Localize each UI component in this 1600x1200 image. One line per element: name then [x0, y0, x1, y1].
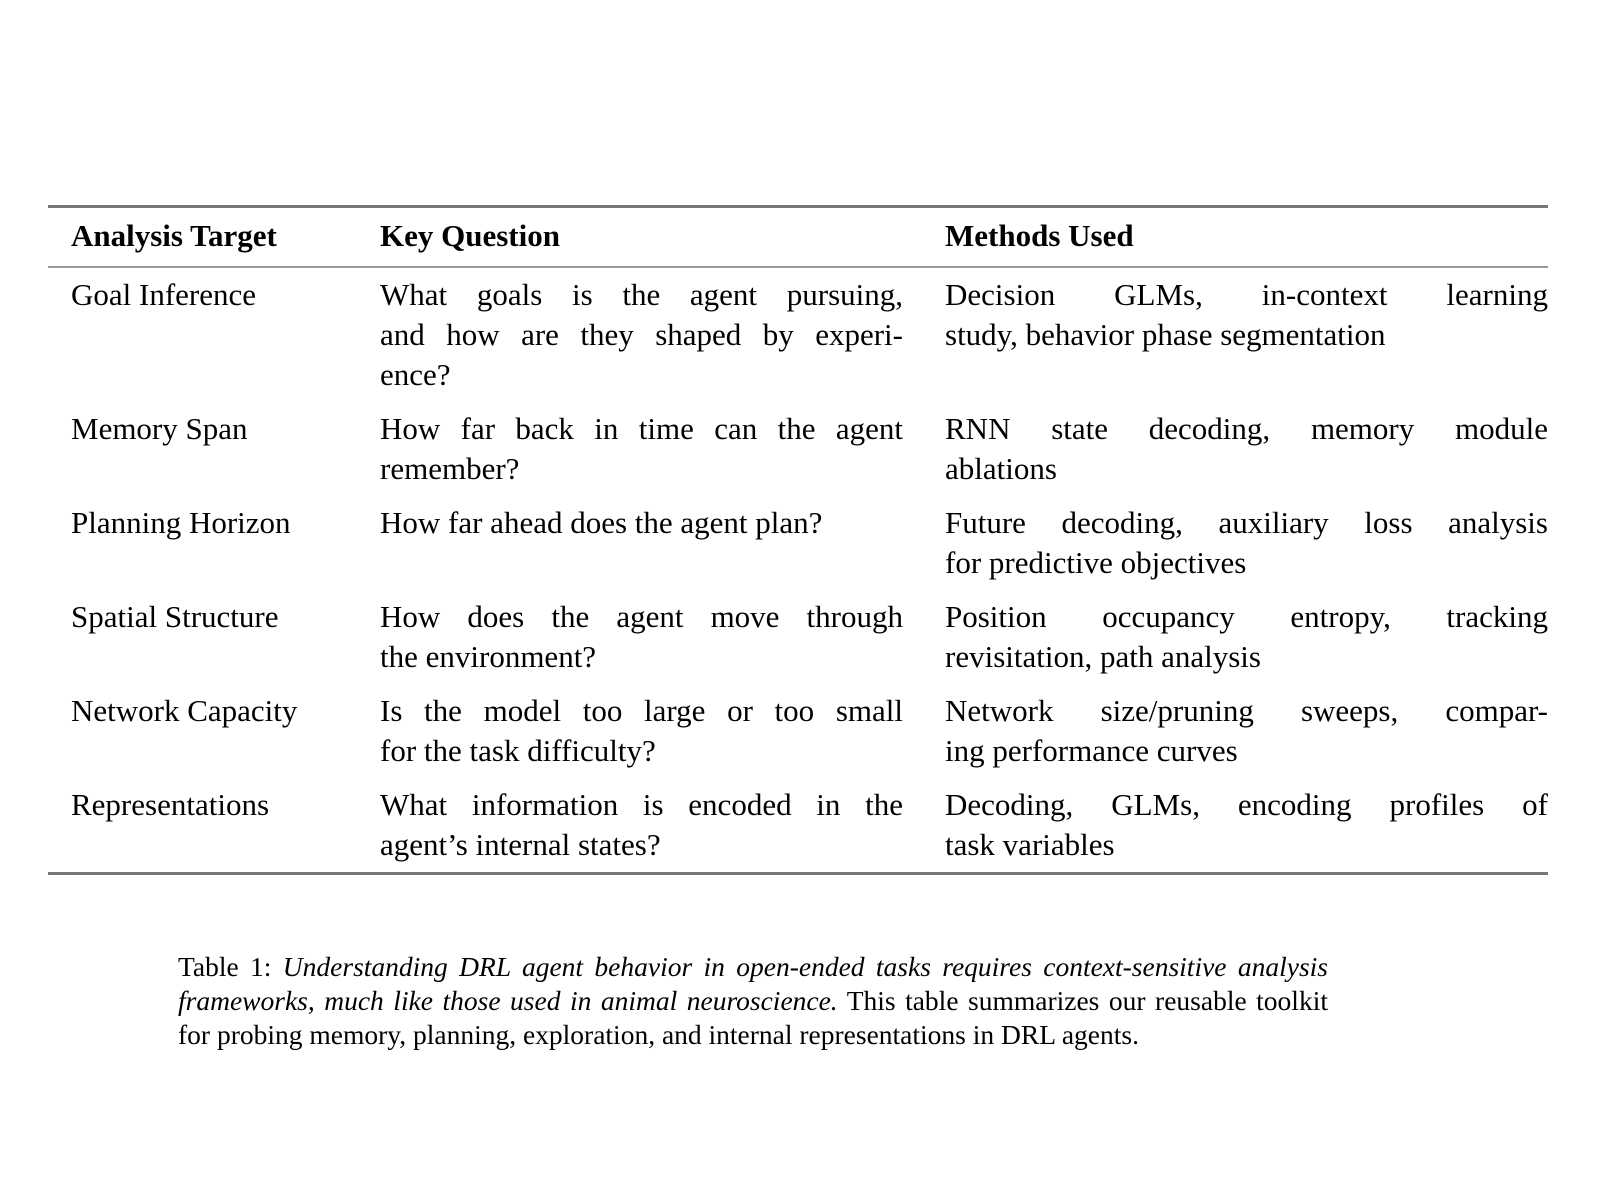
analysis-target-cell: Goal Inference	[71, 277, 257, 312]
text-line: agent’s internal states?	[380, 827, 661, 862]
table-header-row	[48, 208, 1548, 268]
text-line: Future decoding, auxiliary loss analysis	[945, 505, 1548, 540]
text-line: the environment?	[380, 639, 597, 674]
key-question-text	[380, 785, 903, 865]
methods-used-text	[945, 409, 1548, 489]
caption-text: Table 1:	[178, 951, 283, 982]
key-question-cell	[380, 402, 921, 496]
text-line: How far back in time can the agent	[380, 411, 903, 446]
text-line: Decoding, GLMs, encoding profiles of	[945, 787, 1548, 822]
caption-line	[178, 984, 1328, 1018]
caption-text: This table summarizes our reusable toolkit	[837, 985, 1328, 1016]
text-line: for the task difficulty?	[380, 733, 656, 768]
text-line: for predictive objectives	[945, 545, 1247, 580]
methods-used-cell	[921, 590, 1548, 684]
table-body	[48, 268, 1548, 872]
header-analysis-target: Analysis Target	[71, 218, 277, 253]
text-line: ing performance curves	[945, 733, 1238, 768]
key-question-cell	[380, 590, 921, 684]
text-line: ence?	[380, 357, 451, 392]
table-row	[48, 268, 1548, 402]
analysis-target-cell: Memory Span	[71, 411, 248, 446]
table-caption	[178, 950, 1328, 1052]
methods-used-cell	[921, 402, 1548, 496]
text-line: remember?	[380, 451, 520, 486]
caption-line	[178, 950, 1328, 984]
caption-italic-text: frameworks, much like those used in animal neuroscience.	[178, 985, 838, 1016]
text-line: Position occupancy entropy, tracking	[945, 599, 1548, 634]
text-line: Decision GLMs, in-context learning	[945, 277, 1548, 312]
caption-text: for probing memory, planning, exploration, and internal representations in DRL agents.	[178, 1019, 1139, 1050]
key-question-text	[380, 691, 903, 771]
table-1	[48, 205, 1548, 875]
key-question-cell	[380, 268, 921, 402]
key-question-cell	[380, 778, 921, 872]
methods-used-cell	[921, 496, 1548, 590]
text-line: What goals is the agent pursuing,	[380, 277, 903, 312]
key-question-text	[380, 409, 903, 489]
key-question-cell	[380, 496, 921, 590]
analysis-target-cell: Network Capacity	[71, 693, 298, 728]
methods-used-text	[945, 691, 1548, 771]
text-line: ablations	[945, 451, 1057, 486]
table-row	[48, 684, 1548, 778]
methods-used-text	[945, 597, 1548, 677]
caption-italic-text: Understanding DRL agent behavior in open-ended tasks requires context-sensitive analysis	[282, 951, 1328, 982]
caption-line	[178, 1018, 1328, 1052]
text-line: How does the agent move through	[380, 599, 903, 634]
key-question-text	[380, 275, 903, 395]
text-line: How far ahead does the agent plan?	[380, 505, 823, 540]
methods-used-text	[945, 503, 1548, 583]
methods-used-cell	[921, 778, 1548, 872]
methods-used-text	[945, 785, 1548, 865]
text-line: revisitation, path analysis	[945, 639, 1261, 674]
header-methods-used: Methods Used	[945, 218, 1134, 253]
header-key-question: Key Question	[380, 218, 560, 253]
table-row	[48, 590, 1548, 684]
text-line: Is the model too large or too small	[380, 693, 903, 728]
text-line: and how are they shaped by experi-	[380, 317, 903, 352]
methods-used-cell	[921, 268, 1548, 402]
text-line: study, behavior phase segmentation	[945, 317, 1386, 352]
text-line: Network size/pruning sweeps, compar-	[945, 693, 1548, 728]
key-question-text	[380, 503, 903, 543]
table-row	[48, 496, 1548, 590]
methods-used-text	[945, 275, 1548, 355]
methods-used-cell	[921, 684, 1548, 778]
analysis-target-cell: Planning Horizon	[71, 505, 291, 540]
key-question-cell	[380, 684, 921, 778]
text-line: task variables	[945, 827, 1115, 862]
text-line: RNN state decoding, memory module	[945, 411, 1548, 446]
key-question-text	[380, 597, 903, 677]
table-row	[48, 778, 1548, 872]
table-row	[48, 402, 1548, 496]
analysis-target-cell: Spatial Structure	[71, 599, 279, 634]
text-line: What information is encoded in the	[380, 787, 903, 822]
analysis-target-cell: Representations	[71, 787, 270, 822]
